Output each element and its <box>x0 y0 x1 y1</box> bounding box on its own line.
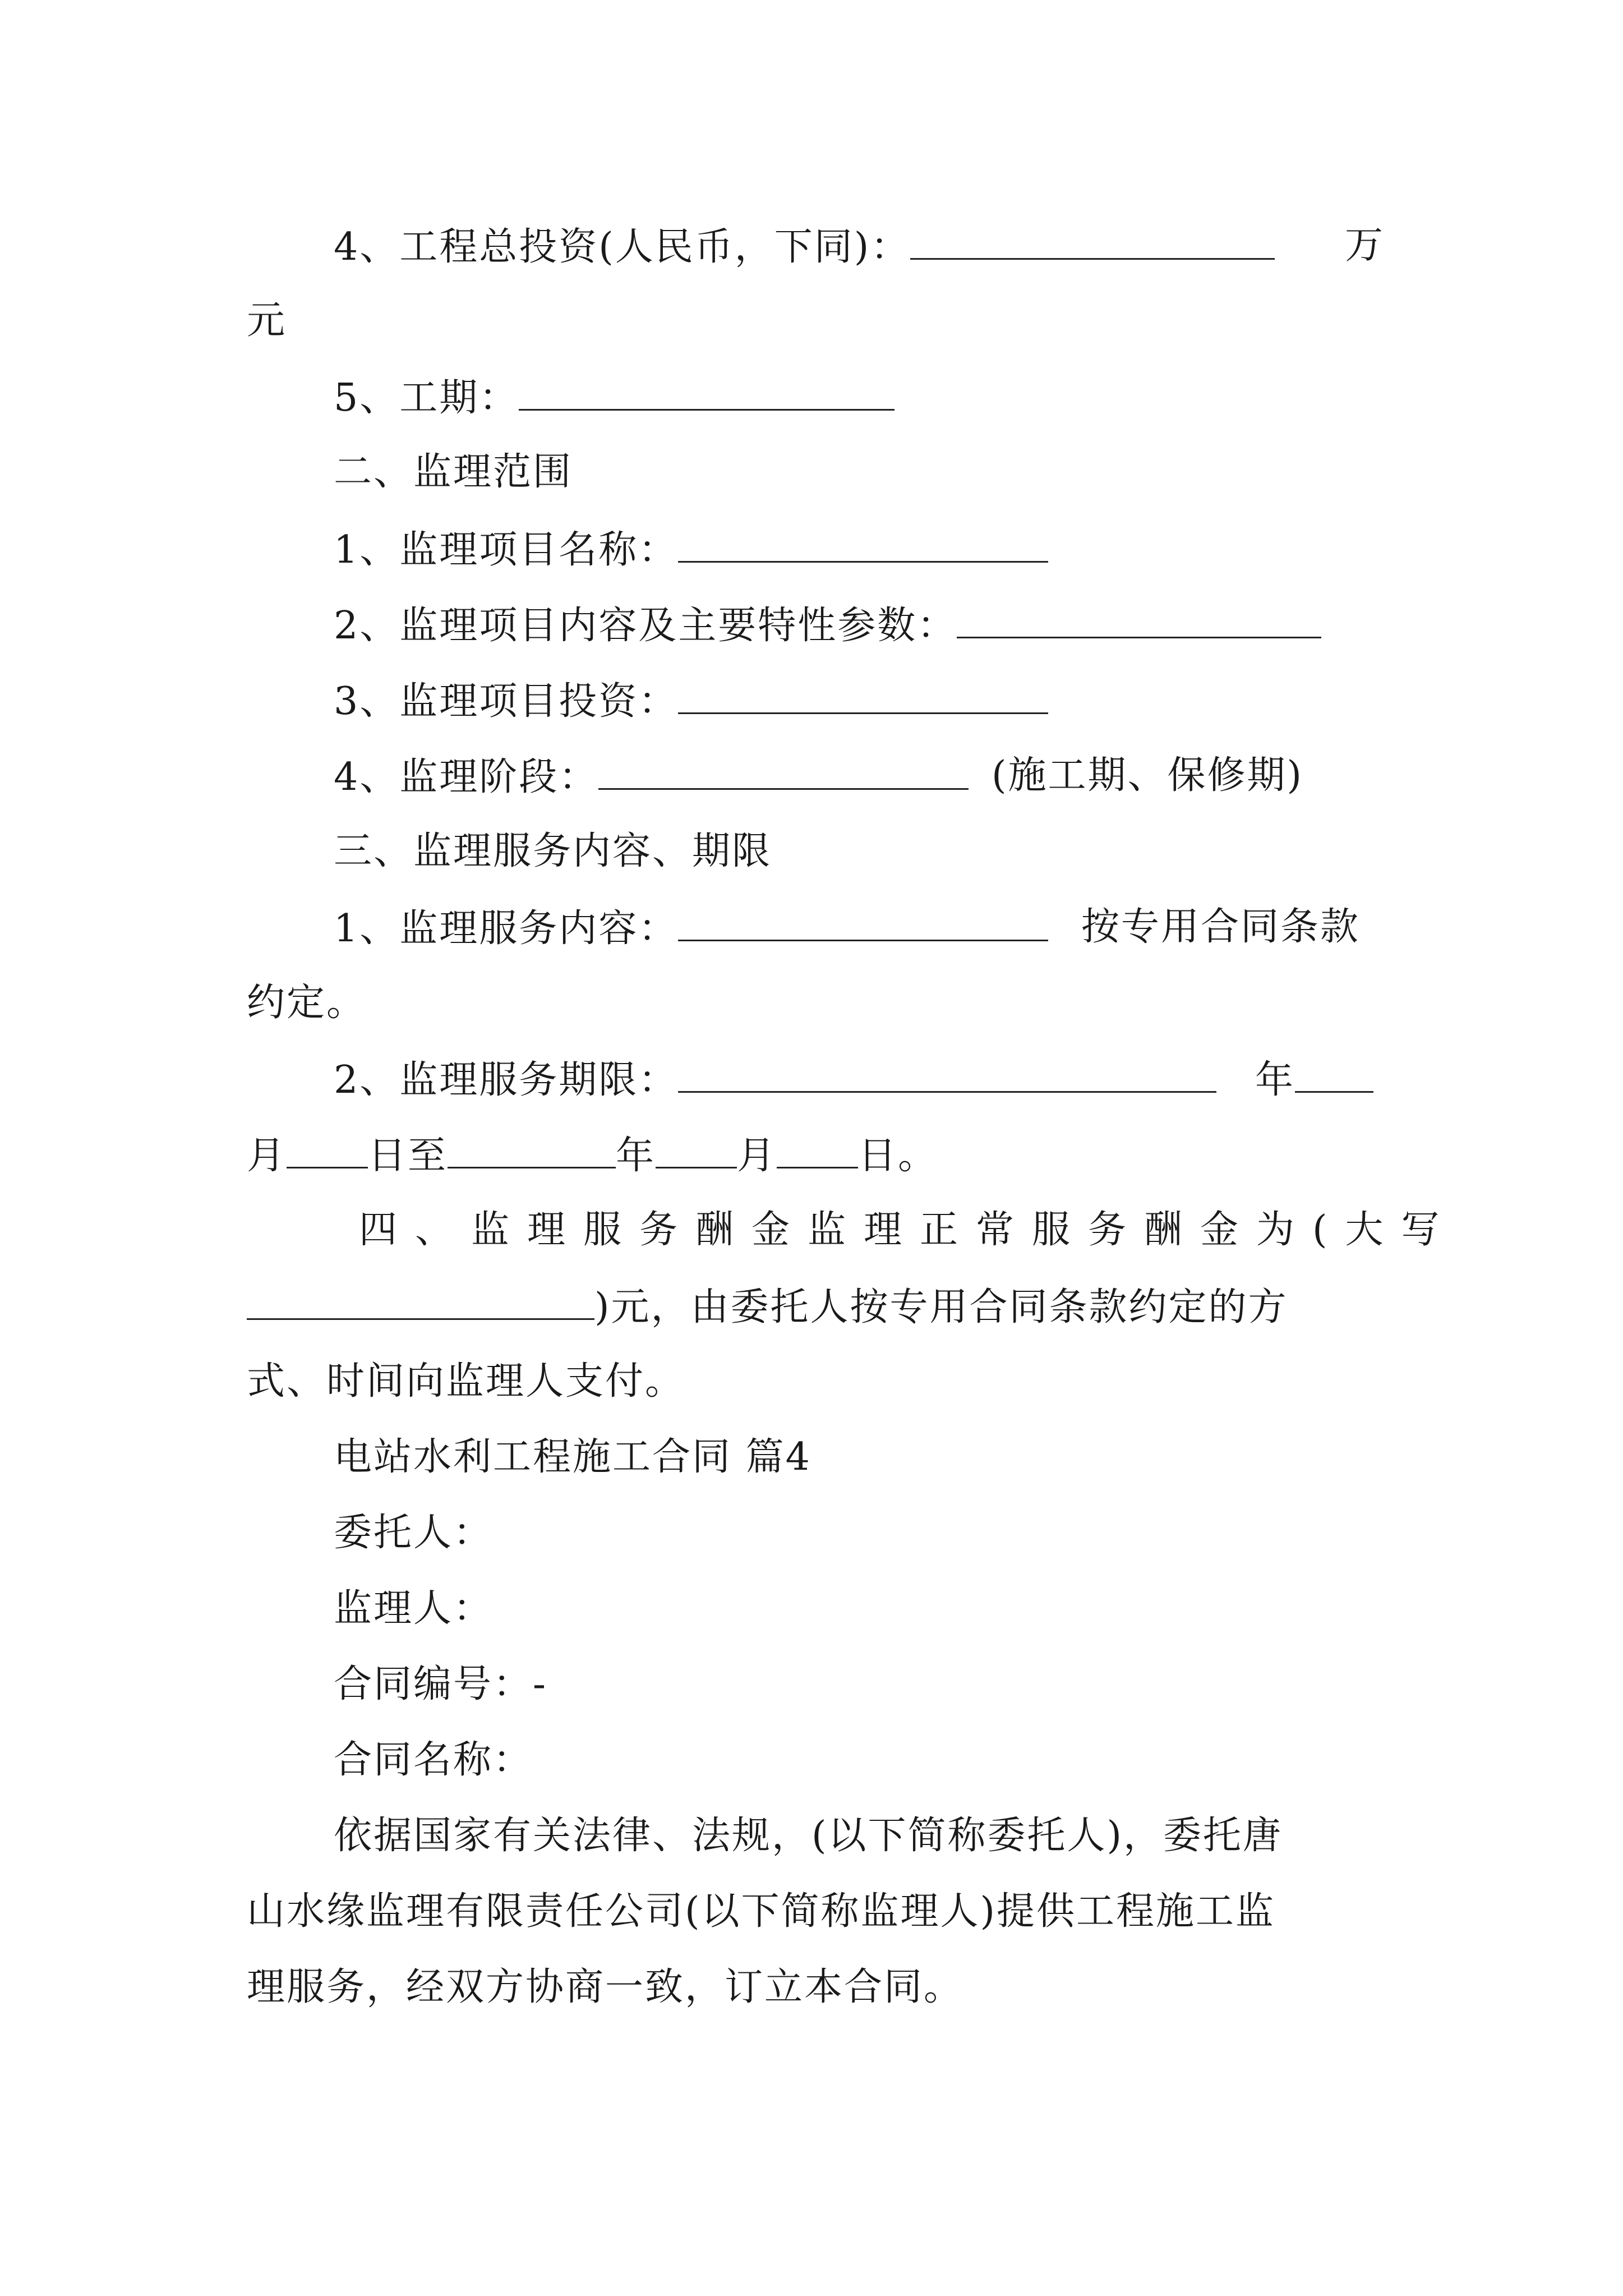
total-investment-label: 4、工程总投资(人民币，下同)： <box>334 225 911 269</box>
intro-paragraph-line-3: 理服务，经双方协商一致，订立本合同。 <box>247 1965 964 2009</box>
section-heading-scope: 二、监理范围 <box>334 450 573 494</box>
section-heading-service: 三、监理服务内容、期限 <box>334 829 772 873</box>
fee-paragraph-line-3: 式、时间向监理人支付。 <box>247 1359 685 1404</box>
fee-paragraph-line-2 <box>247 1283 1288 1330</box>
service-period-dates-line <box>247 1132 938 1179</box>
end-year-blank <box>448 1132 616 1168</box>
supervision-stage-line <box>334 753 969 800</box>
supervision-stage-label: 4、监理阶段： <box>334 755 599 799</box>
supervisor-field: 监理人： <box>334 1586 494 1631</box>
project-investment-blank <box>678 678 1048 714</box>
unit-yuan: 元 <box>247 298 287 343</box>
total-investment-line <box>334 223 1275 270</box>
project-content-line <box>334 602 1321 648</box>
schedule-blank <box>519 374 895 411</box>
service-period-year-line <box>1255 1056 1373 1103</box>
contract-title: 电站水利工程施工合同 篇4 <box>334 1435 811 1479</box>
supervision-stage-blank <box>598 753 969 790</box>
schedule-label: 5、工期： <box>334 376 519 420</box>
service-period-month-blank-start <box>1295 1056 1373 1093</box>
day-to-label: 日至 <box>368 1134 448 1178</box>
end-day-label: 日。 <box>858 1134 938 1178</box>
fee-paragraph-line-1: 四、监理服务酬金监理正常服务酬金为(大写 <box>359 1208 1458 1252</box>
intro-paragraph-line-2: 山水缘监理有限责任公司(以下简称监理人)提供工程施工监 <box>247 1889 1276 1934</box>
service-content-line <box>334 905 1048 951</box>
end-month-label: 月 <box>737 1134 777 1178</box>
client-field: 委托人： <box>334 1511 494 1555</box>
end-year-label: 年 <box>616 1134 656 1178</box>
project-content-label: 2、监理项目内容及主要特性参数： <box>334 604 957 648</box>
service-content-blank <box>678 905 1048 941</box>
fee-amount-blank <box>247 1283 594 1320</box>
unit-wan: 万 <box>1345 223 1385 268</box>
service-period-line <box>334 1056 1216 1103</box>
project-investment-label: 3、监理项目投资： <box>334 679 679 724</box>
project-investment-line <box>334 678 1048 724</box>
service-period-blank <box>678 1056 1216 1093</box>
service-content-label: 1、监理服务内容： <box>334 907 679 951</box>
project-content-blank <box>957 602 1321 638</box>
fee-paragraph-line-2-text: )元，由委托人按专用合同条款约定的方 <box>594 1285 1288 1329</box>
service-content-continuation: 约定。 <box>247 981 367 1025</box>
project-name-blank <box>678 526 1048 563</box>
day-blank <box>287 1132 368 1168</box>
intro-paragraph-line-1: 依据国家有关法律、法规，(以下简称委托人)，委托唐 <box>334 1814 1283 1858</box>
month-label: 月 <box>247 1134 287 1178</box>
project-name-label: 1、监理项目名称： <box>334 528 679 572</box>
supervision-stage-note: (施工期、保修期) <box>992 753 1304 798</box>
service-content-tail: 按专用合同条款 <box>1081 905 1361 949</box>
total-investment-blank <box>910 223 1275 260</box>
end-month-blank <box>656 1132 737 1168</box>
service-period-year-label: 年 <box>1255 1058 1295 1102</box>
project-name-line <box>334 526 1048 573</box>
service-period-label: 2、监理服务期限： <box>334 1058 679 1102</box>
contract-name-field: 合同名称： <box>334 1738 533 1782</box>
schedule-line <box>334 374 895 421</box>
end-day-blank <box>777 1132 858 1168</box>
contract-number-field: 合同编号：- <box>334 1662 547 1706</box>
